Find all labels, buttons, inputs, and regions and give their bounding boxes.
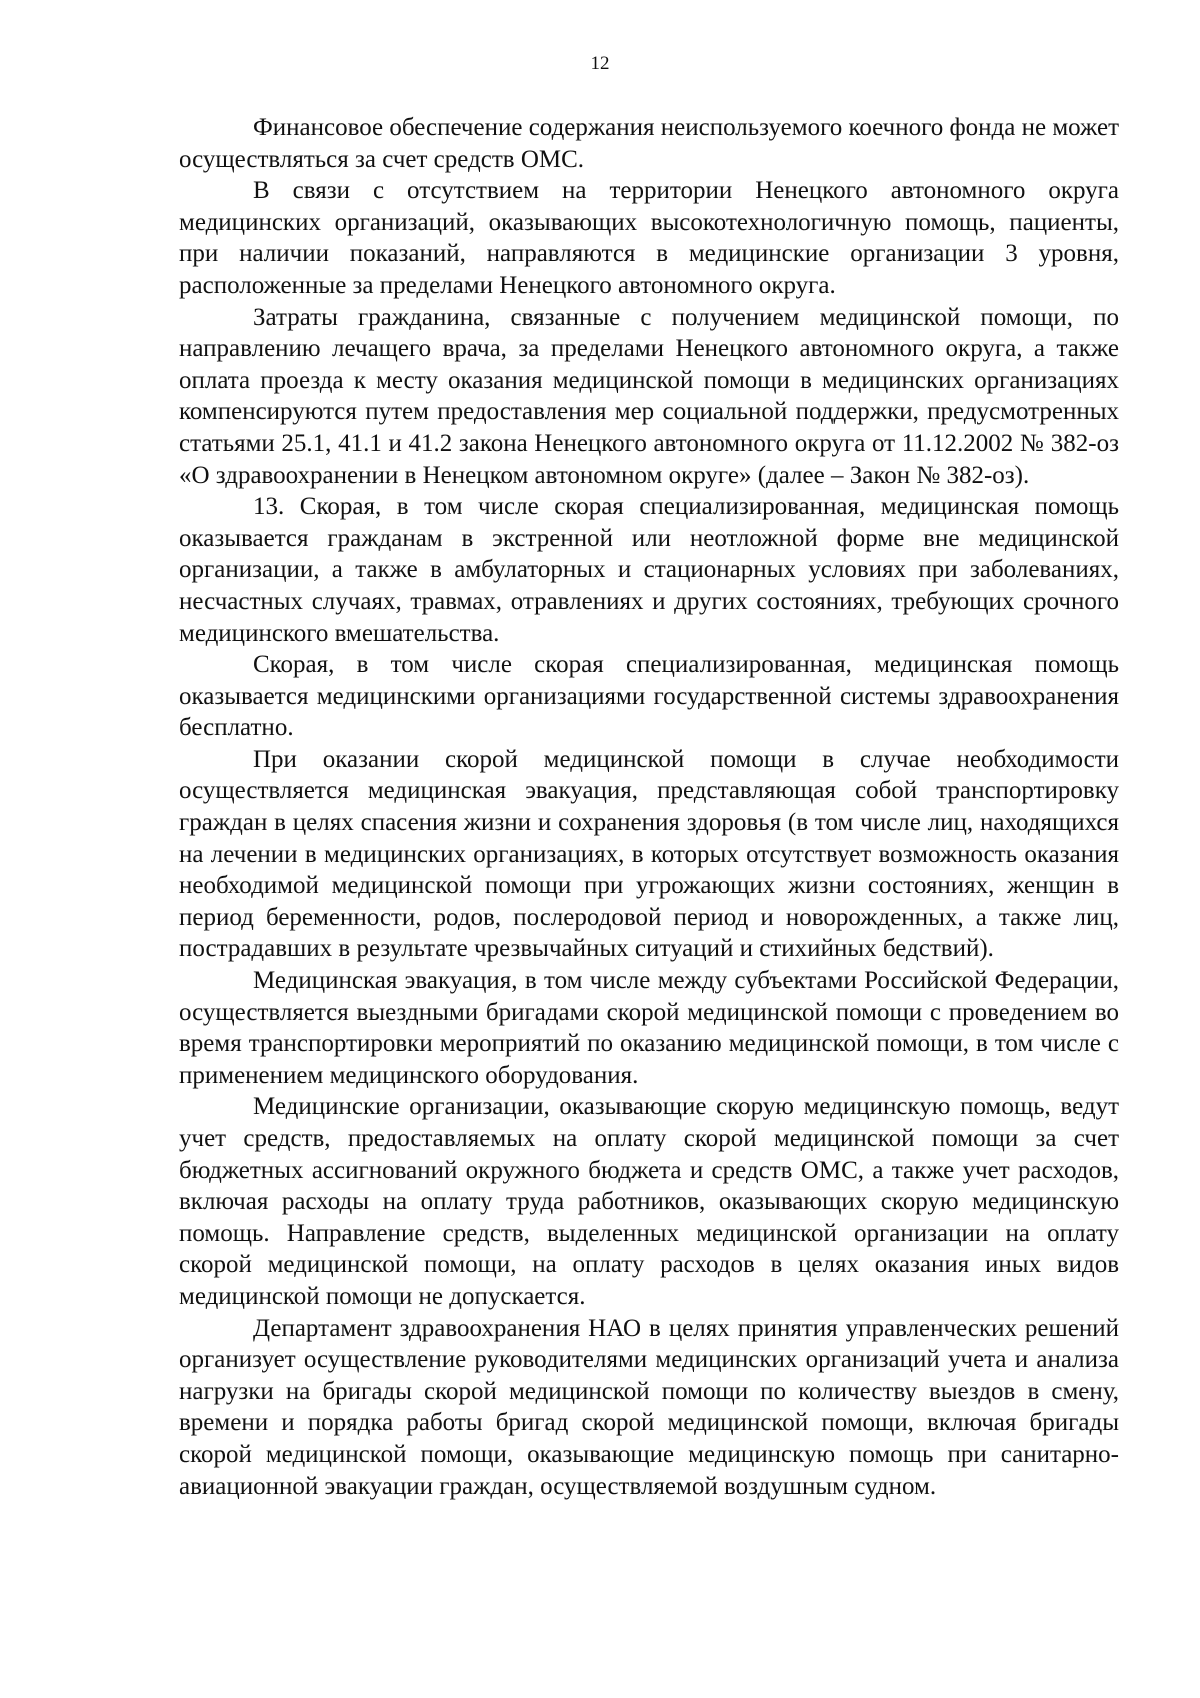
paragraph-emergency-care-free: Скорая, в том числе скорая специализированная, медицинская помощь оказывается медицинскими организациями государственной системы здравоохранения бесплатно. bbox=[179, 651, 1119, 742]
paragraph-funds-accounting: Медицинские организации, оказывающие скорую медицинскую помощь, ведут учет средств, предоставляемых на оплату скорой медицинской помощи за счет бюджетных ассигнований окружного бюджета и средств ОМС, а также учет расходов, включая расходы на оплату труда работников, оказывающих скорую медицинскую помощь. Направление средств, выделенных медицинской организации на оплату скорой медицинской помощи, на оплату расходов в целях оказания иных видов медицинской помощи не допускается. bbox=[179, 1093, 1119, 1310]
paragraph-high-tech-care-referral: В связи с отсутствием на территории Ненецкого автономного округа медицинских организаций, оказывающих высокотехнологичную помощь, пациенты, при наличии показаний, направляются в медицинские организации 3 уровня, расположенные за пределами Ненецкого автономного округа. bbox=[179, 177, 1119, 299]
paragraph-oms-bed-fund: Финансовое обеспечение содержания неиспользуемого коечного фонда не может осуществляться за счет средств ОМС. bbox=[179, 114, 1119, 173]
page-number: 12 bbox=[590, 53, 610, 74]
paragraph-medical-evacuation: При оказании скорой медицинской помощи в случае необходимости осуществляется медицинская эвакуация, представляющая собой транспортировку граждан в целях спасения жизни и сохранения здоровья (в том числе лиц, находящихся на лечении в медицинских организациях, в которых отсутствует возможность оказания необходимой медицинской помощи при угрожающих жизни состояниях, женщин в период беременности, родов, послеродовой период и новорожденных, а также лиц, пострадавших в результате чрезвычайных ситуаций и стихийных бедствий). bbox=[179, 745, 1119, 963]
paragraph-13-emergency-care: 13. Скорая, в том числе скорая специализированная, медицинская помощь оказывается гражданам в экстренной или неотложной форме вне медицинской организации, а также в амбулаторных и стационарных условиях при заболеваниях, несчастных случаях, травмах, отравлениях и других состояниях, требующих срочного медицинского вмешательства. bbox=[179, 493, 1119, 647]
paragraph-evacuation-between-regions: Медицинская эвакуация, в том числе между субъектами Российской Федерации, осуществляется выездными бригадами скорой медицинской помощи с проведением во время транспортировки мероприятий по оказанию медицинской помощи, в том числе с применением медицинского оборудования. bbox=[179, 967, 1119, 1089]
document-body bbox=[179, 112, 1119, 1502]
paragraph-workload-analysis: Департамент здравоохранения НАО в целях принятия управленческих решений организует осуществление руководителями медицинских организаций учета и анализа нагрузки на бригады скорой медицинской помощи по количеству выездов в смену, времени и порядка работы бригад скорой медицинской помощи, включая бригады скорой медицинской помощи, оказывающие медицинскую помощь при санитарно-авиационной эвакуации граждан, осуществляемой воздушным судном. bbox=[179, 1314, 1119, 1500]
paragraph-citizen-costs-compensation: Затраты гражданина, связанные с получением медицинской помощи, по направлению лечащего врача, за пределами Ненецкого автономного округа, а также оплата проезда к месту оказания медицинской помощи в медицинских организациях компенсируются путем предоставления мер социальной поддержки, предусмотренных статьями 25.1, 41.1 и 41.2 закона Ненецкого автономного округа от 11.12.2002 № 382-оз «О здравоохранении в Ненецком автономном округе» (далее – Закон № 382-оз). bbox=[179, 303, 1119, 489]
